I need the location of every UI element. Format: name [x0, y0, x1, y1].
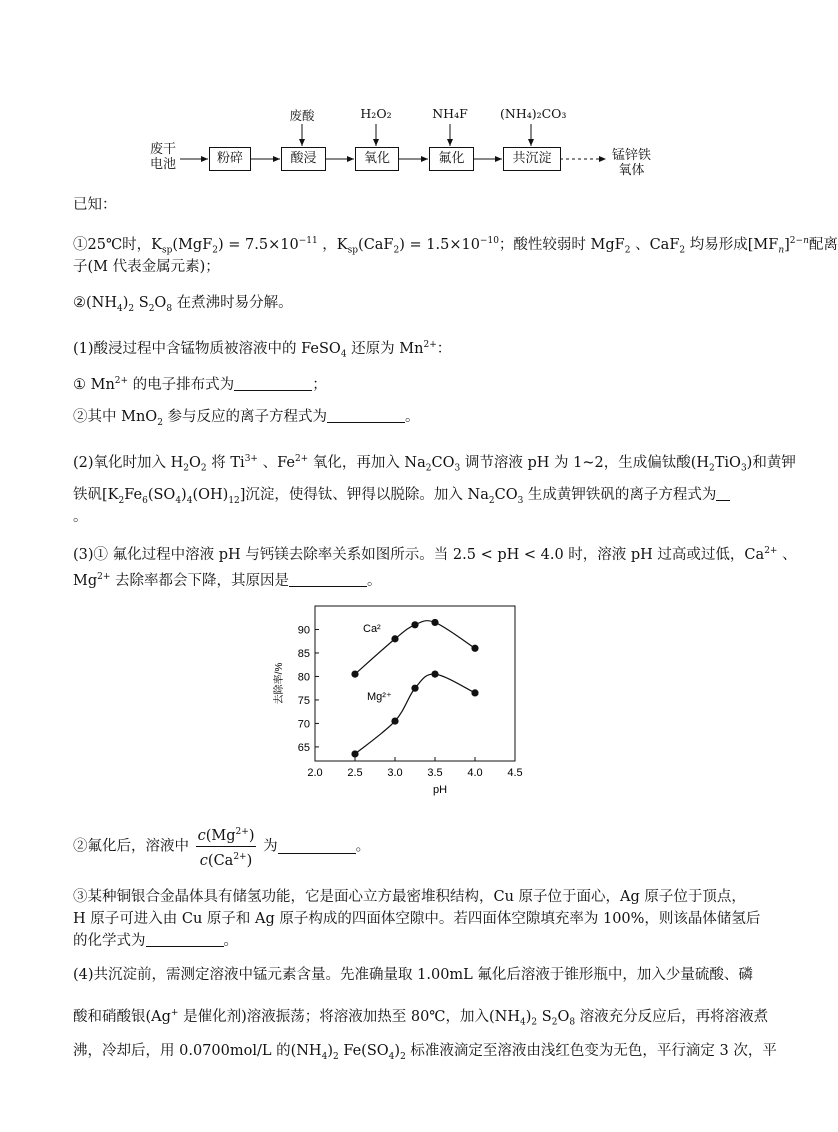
flow-end-label: 锰锌铁 氧体 — [612, 148, 652, 178]
answer-blank-3a[interactable] — [289, 572, 367, 587]
answer-blank-2[interactable] — [716, 486, 730, 501]
y-axis-label: 去除率/% — [274, 662, 285, 705]
data-point — [471, 645, 478, 652]
question-3-line2: $Mg^{2+}$ 去除率都会下降，其原因是 。 — [73, 572, 382, 589]
reagent-nh4-2co3: (NH₄)₂CO₃ — [500, 106, 567, 121]
known-item-1: ①25℃时，$K_{sp}(MgF_2) = 7.5\times 10^{-11}$ ，$K_{sp}(CaF_2) = 1.5\times 10^{-10}$；酸性较弱时 MgF$_2$ 、CaF$_2$ 均易形成$[MF_n]^{2-n}$配离 — [73, 236, 838, 256]
question-2-line3: 。 — [73, 509, 88, 525]
answer-blank-1b[interactable] — [327, 408, 405, 423]
data-point — [411, 685, 418, 692]
x-tick-label: 2.5 — [347, 767, 363, 779]
data-point — [431, 671, 438, 678]
answer-blank-1a[interactable] — [234, 376, 312, 391]
question-1b: ②其中 MnO$_2$ 参与反应的离子方程式为 。 — [73, 409, 420, 428]
question-2-line1: (2)氧化时加入 $H_2O_2$ 将 $Ti^{3+}$ 、$Fe^{2+}$ 氧化，再加入 $Na_2CO_3$ 调节溶液 pH 为 1~2，生成偏钛酸$(H_2TiO_3)$和黄钾 — [73, 454, 796, 474]
plot-frame — [315, 606, 515, 761]
data-point — [431, 619, 438, 626]
answer-blank-3c[interactable] — [146, 932, 224, 947]
flow-step-coprecipitate: 共沉淀 — [503, 147, 561, 171]
answer-blank-3b[interactable] — [278, 839, 356, 854]
question-2-line2: 铁矾$[K_2Fe_6(SO_4)_4(OH)_{12}]$沉淀，使得钛、钾得以脱除。加入 $Na_2CO_3$ 生成黄钾铁矾的离子方程式为 — [73, 486, 730, 510]
flow-step-crush: 粉碎 — [209, 147, 251, 171]
y-tick-label: 75 — [297, 694, 310, 707]
data-point — [411, 621, 418, 628]
question-3-part3-line1: ③某种铜银合金晶体具有储氢功能，它是面心立方最密堆积结构，Cu 原子位于面心，Ag 原子位于顶点， — [73, 889, 746, 905]
flow-step-acid-leach: 酸浸 — [281, 147, 326, 171]
question-1: (1)酸浸过程中含锰物质被溶液中的 FeSO$_4$ 还原为 $Mn^{2+}$： — [73, 340, 452, 360]
y-tick-label: 65 — [297, 741, 310, 754]
question-3-part2: ②氟化后，溶液中 $\frac{c(Mg^{2+})}{c(Ca^{2+})}$ 为 。 — [73, 822, 370, 871]
data-point — [391, 635, 398, 642]
data-point — [351, 750, 358, 757]
x-axis-label: pH — [432, 784, 448, 796]
question-3-line1: (3)① 氟化过程中溶液 pH 与钙镁去除率关系如图所示。当 2.5 < pH < 4.0 时，溶液 pH 过高或过低，$Ca^{2+}$ 、 — [73, 546, 797, 563]
question-1a: ① $Mn^{2+}$ 的电子排布式为 ； — [73, 376, 327, 393]
known-item-2: $②(NH_4)_2$ $S_2O_8$ 在煮沸时易分解。 — [73, 295, 293, 314]
known-item-1-cont: 子(M 代表金属元素)； — [73, 259, 220, 275]
flow-step-oxidize: 氧化 — [355, 147, 399, 171]
y-tick-label: 85 — [297, 647, 310, 660]
question-3-part3-line3: 的化学式为 。 — [73, 933, 238, 949]
concentration-ratio: $\frac{c(Mg^{2+})}{c(Ca^{2+})}$ — [196, 822, 257, 871]
flow-start-label: 废干 电池 — [150, 142, 177, 172]
data-point — [351, 671, 358, 678]
y-tick-label: 80 — [297, 671, 310, 684]
x-tick-label: 2.0 — [307, 767, 323, 779]
flow-step-fluorinate: 氟化 — [429, 147, 474, 171]
removal-rate-chart — [270, 598, 530, 798]
x-tick-label: 4.5 — [507, 767, 523, 779]
data-point — [391, 717, 398, 724]
data-point — [471, 689, 478, 696]
x-tick-label: 3.5 — [427, 767, 443, 779]
flow-arrows — [0, 0, 800, 200]
question-3-part3-line2: H 原子可进入由 Cu 原子和 Ag 原子构成的四面体空隙中。若四面体空隙填充率为 100%，则该晶体储氢后 — [73, 911, 761, 927]
question-4-line3: 沸，冷却后，用 0.0700mol/L 的$(NH_4)_2$ $Fe(SO_4)_2$ 标准液滴定至溶液由浅红色变为无色，平行滴定 3 次，平 — [73, 1043, 777, 1062]
x-tick-label: 3.0 — [387, 767, 403, 779]
question-4-line1: (4)共沉淀前，需测定溶液中锰元素含量。先准确量取 1.00mL 氟化后溶液于锥形瓶中，加入少量硫酸、磷 — [73, 967, 753, 983]
y-tick-label: 70 — [297, 718, 310, 731]
reagent-waste-acid: 废酸 — [289, 108, 315, 123]
question-4-line2: 酸和硝酸银(Ag+ 是催化剂)溶液振荡；将溶液加热至 80℃，加入$(NH_4)_2$ $S_2O_8$ 溶液充分反应后，再将溶液煮 — [73, 1008, 769, 1028]
reagent-nh4f: NH₄F — [432, 106, 468, 121]
series-label: Mg²⁺ — [367, 690, 392, 703]
known-heading: 已知： — [73, 197, 117, 213]
reagent-h2o2: H₂O₂ — [360, 106, 392, 121]
series-label: Ca² — [363, 622, 381, 635]
x-tick-label: 4.0 — [467, 767, 483, 779]
y-tick-label: 90 — [297, 624, 310, 637]
